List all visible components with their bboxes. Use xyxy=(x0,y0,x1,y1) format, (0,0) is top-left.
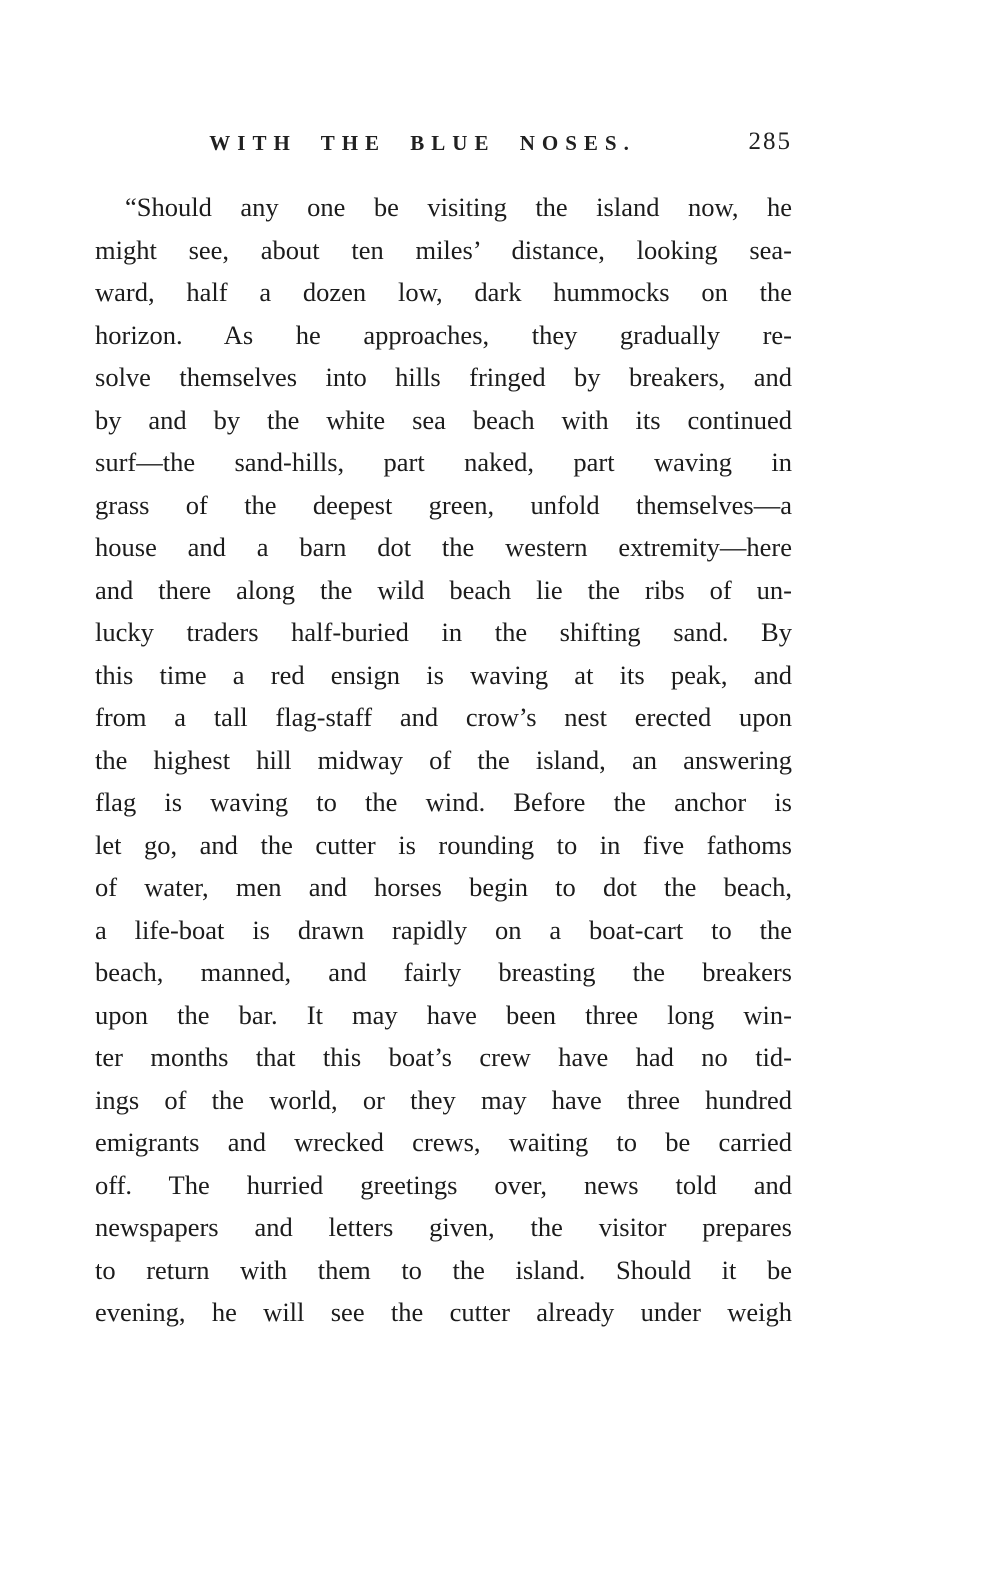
text-line: newspapers and letters given, the visitor prepares xyxy=(95,1212,792,1242)
text-line: a life-boat is drawn rapidly on a boat-cart to the xyxy=(95,914,792,945)
text-line: of water, men and horses begin to dot the beach, xyxy=(95,872,792,902)
text-line: the highest hill midway of the island, an answering xyxy=(95,744,792,775)
text-line: beach, manned, and fairly breasting the breakers xyxy=(95,957,792,987)
text-line: to return with them to the island. Should it be xyxy=(95,1254,792,1285)
text-line: horizon. As he approaches, they gradually re- xyxy=(95,319,792,350)
text-line: by and by the white sea beach with its continued xyxy=(95,404,792,435)
text-line: ter months that this boat’s crew have had no tid- xyxy=(95,1042,792,1072)
text-line: “Should any one be visiting the island now, he xyxy=(125,192,792,222)
text-line: off. The hurried greetings over, news told and xyxy=(95,1169,792,1200)
running-title: WITH THE BLUE NOSES. xyxy=(209,131,636,155)
page-number: 285 xyxy=(748,128,792,155)
text-line: flag is waving to the wind. Before the anchor is xyxy=(95,787,792,817)
text-line: ward, half a dozen low, dark hummocks on the xyxy=(95,277,792,307)
text-line: emigrants and wrecked crews, waiting to be carried xyxy=(95,1127,792,1157)
body-text xyxy=(95,186,792,1334)
text-line: and there along the wild beach lie the ribs of un- xyxy=(95,574,792,605)
text-line: lucky traders half-buried in the shifting sand. By xyxy=(95,617,792,647)
text-line: upon the bar. It may have been three long win- xyxy=(95,999,792,1030)
text-line: house and a barn dot the western extremity—here xyxy=(95,532,792,562)
text-line: let go, and the cutter is rounding to in five fathoms xyxy=(95,829,792,860)
text-line: grass of the deepest green, unfold themselves—a xyxy=(95,489,792,520)
text-line: might see, about ten miles’ distance, looking sea- xyxy=(95,234,792,265)
page-header xyxy=(95,128,792,162)
text-line: from a tall flag-staff and crow’s nest erected upon xyxy=(95,702,792,732)
text-line: surf—the sand-hills, part naked, part waving in xyxy=(95,447,792,477)
text-line: ings of the world, or they may have three hundred xyxy=(95,1084,792,1115)
text-line: solve themselves into hills fringed by breakers, and xyxy=(95,362,792,392)
text-line: evening, he will see the cutter already under weigh xyxy=(95,1297,792,1327)
text-line: this time a red ensign is waving at its peak, and xyxy=(95,659,792,690)
